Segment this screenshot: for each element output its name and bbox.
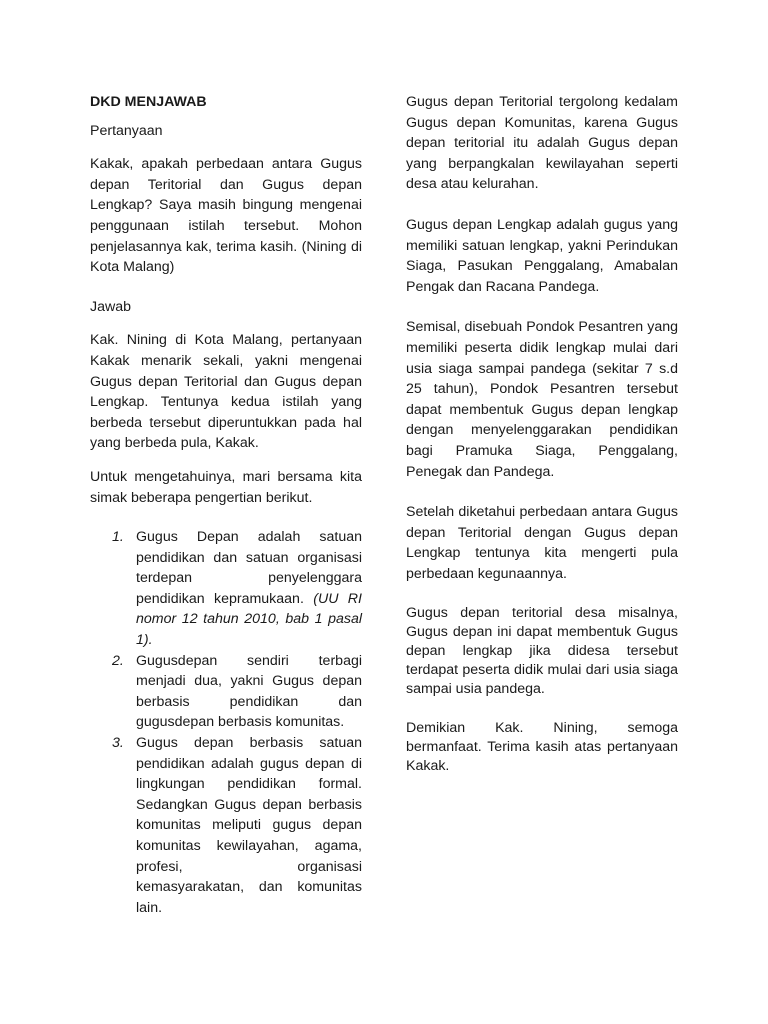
paragraph-village: Gugus depan teritorial desa misalnya, Gugus depan ini dapat membentuk Gugus depan lengkap jika didesa tersebut terdapat peserta didik mulai dari usia siaga sampai usia pandega. bbox=[406, 605, 678, 698]
definition-number: 1. bbox=[112, 529, 124, 546]
definition-number: 2. bbox=[112, 652, 124, 669]
definition-text: Gugusdepan sendiri terbagi menjadi dua, yakni Gugus depan berbasis pendidikan dan gugusdepan berbasis komunitas. bbox=[136, 652, 362, 731]
paragraph-closing: Demikian Kak. Nining, semoga bermanfaat. Terima kasih atas pertanyaan Kakak. bbox=[406, 720, 678, 775]
definition-item bbox=[90, 651, 362, 733]
answer-heading: Jawab bbox=[90, 298, 132, 315]
question-text: Kakak, apakah perbedaan antara Gugus depan Teritorial dan Gugus depan Lengkap? Saya masih bingung mengenai penggunaan istilah tersebut. Mohon penjelasannya kak, terima kasih. (Nining di Kota Malang) bbox=[90, 156, 362, 276]
question-heading: Pertanyaan bbox=[90, 122, 163, 139]
paragraph-difference: Setelah diketahui perbedaan antara Gugus depan Teritorial dengan Gugus depan Lengkap tentunya kita mengerti pula perbedaan kegunaannya. bbox=[406, 504, 678, 582]
right-column bbox=[406, 92, 678, 796]
page-title: DKD MENJAWAB bbox=[90, 94, 207, 110]
answer-lead: Untuk mengetahuinya, mari bersama kita simak beberapa pengertian berikut. bbox=[90, 468, 362, 506]
paragraph-lengkap: Gugus depan Lengkap adalah gugus yang memiliki satuan lengkap, yakni Perindukan Siaga, Pasukan Penggalang, Amabalan Pengak dan Racana Pandega. bbox=[406, 216, 678, 295]
answer-intro: Kak. Nining di Kota Malang, pertanyaan Kakak menarik sekali, yakni mengenai Gugus depan Teritorial dan Gugus depan Lengkap. Tentunya kedua istilah yang berbeda tersebut diperuntukkan pada hal yang berbeda pula, Kakak. bbox=[90, 332, 362, 452]
paragraph-example: Semisal, disebuah Pondok Pesantren yang memiliki peserta didik lengkap mulai dari usia siaga sampai pandega (sekitar 7 s.d 25 tahun), Pondok Pesantren tersebut dapat membentuk Gugus depan lengkap dengan menyelenggarakan pendidikan bagi Pramuka Siaga, Penggalang, Penegak dan Pandega. bbox=[406, 319, 678, 480]
left-column bbox=[90, 92, 362, 918]
definition-text: Gugus depan berbasis satuan pendidikan adalah gugus depan di lingkungan pendidikan formal. Sedangkan Gugus depan berbasis komunitas meliputi gugus depan komunitas kewilayahan, agama, profesi, organisasi kemasyarakatan, dan komunitas lain. bbox=[136, 735, 362, 916]
definition-list bbox=[90, 527, 362, 918]
definition-number: 3. bbox=[112, 735, 124, 752]
definition-citation: (UU RI nomor 12 tahun 2010, bab 1 pasal 1). bbox=[136, 590, 362, 649]
definition-item bbox=[90, 527, 362, 651]
definition-item bbox=[90, 733, 362, 918]
definition-text: Gugus Depan adalah satuan pendidikan dan satuan organisasi terdepan penyelenggara pendidikan kepramukaan. bbox=[136, 529, 362, 607]
paragraph-teritorial: Gugus depan Teritorial tergolong kedalam Gugus depan Komunitas, karena Gugus depan teritorial itu adalah Gugus depan yang berpangkalan kewilayahan seperti desa atau kelurahan. bbox=[406, 94, 678, 193]
